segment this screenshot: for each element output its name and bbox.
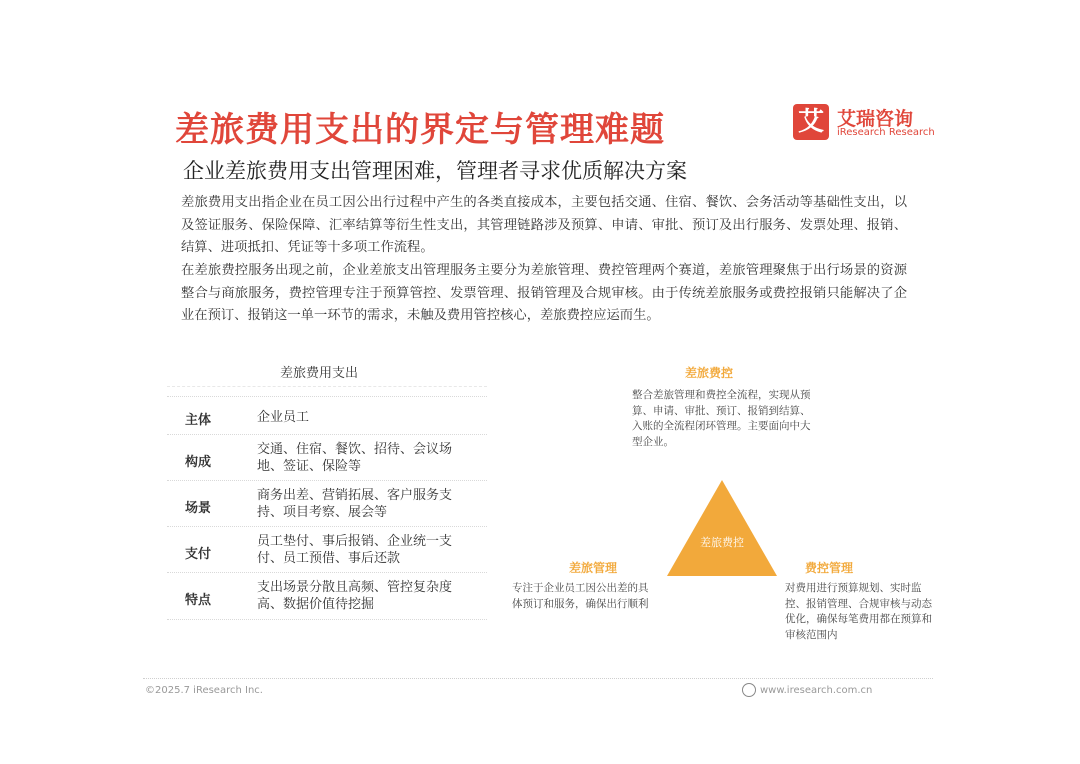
- table-row: [167, 434, 487, 481]
- left-label: 差旅管理: [569, 561, 618, 575]
- top-label: 差旅费控: [685, 366, 734, 380]
- triangle-shape: [667, 480, 777, 576]
- row-value: 企业员工: [257, 410, 310, 425]
- logo-mark-icon: 艾: [793, 104, 829, 140]
- right-label: 费控管理: [805, 561, 854, 575]
- table-row: [167, 396, 487, 435]
- table-top-divider: [167, 386, 487, 387]
- footer-website: [742, 683, 872, 697]
- row-value: 员工垫付、事后报销、企业统一支付、员工预借、事后还款: [257, 534, 453, 566]
- table-row: [167, 480, 487, 527]
- slide: [105, 52, 975, 716]
- row-value: 支出场景分散且高频、管控复杂度高、数据价值待挖掘: [257, 580, 453, 612]
- table-row: [167, 572, 487, 620]
- left-description: 专注于企业员工因公出差的具体预订和服务，确保出行顺利: [512, 582, 649, 610]
- row-key: 主体: [184, 413, 211, 428]
- page-subtitle: 企业差旅费用支出管理困难，管理者寻求优质解决方案: [183, 159, 687, 183]
- triangle-label: 差旅费控: [700, 536, 744, 549]
- table-title: 差旅费用支出: [280, 366, 359, 381]
- right-description: 对费用进行预算规划、实时监控、报销管理、合规审核与动态优化，确保每笔费用都在预算和审核范围内: [785, 582, 932, 641]
- background-paragraph: 在差旅费控服务出现之前，企业差旅支出管理服务主要分为差旅管理、费控管理两个赛道，差旅管理聚焦于出行场景的资源整合与商旅服务，费控管理专注于预算管控、发票管理、报销管理及合规审核。由于传统差旅服务或费控报销只能解决了企业在预订、报销这一单一环节的需求，未触及费用管控核心，差旅费控应运而生。: [181, 263, 907, 323]
- footer-divider: [143, 678, 933, 679]
- row-value: 商务出差、营销拓展、客户服务支持、项目考察、展会等: [257, 488, 453, 520]
- row-value: 交通、住宿、餐饮、招待、会议场地、签证、保险等: [257, 442, 453, 474]
- intro-paragraph: 差旅费用支出指企业在员工因公出行过程中产生的各类直接成本，主要包括交通、住宿、餐饮、会务活动等基础性支出，以及签证服务、保险保障、汇率结算等衍生性支出，其管理链路涉及预算、申请、审批、预订及出行服务、发票处理、报销、结算、进项抵扣、凭证等十多项工作流程。: [181, 195, 907, 255]
- row-key: 特点: [184, 593, 211, 608]
- logo-name: 艾瑞咨询: [837, 108, 914, 130]
- footer-copyright: ©2025.7 iResearch Inc.: [145, 685, 263, 696]
- row-key: 场景: [184, 501, 211, 516]
- triangle-diagram: [667, 480, 777, 576]
- globe-icon: [742, 683, 756, 697]
- row-key: 支付: [184, 547, 211, 562]
- top-description: 整合差旅管理和费控全流程，实现从预算、申请、审批、预订、报销到结算、入账的全流程闭环管理。主要面向中大型企业。: [632, 389, 811, 448]
- table-row: [167, 526, 487, 573]
- footer-url: www.iresearch.com.cn: [760, 685, 873, 696]
- logo-english: iResearch Research: [837, 127, 935, 138]
- row-key: 构成: [184, 455, 211, 470]
- page-title: 差旅费用支出的界定与管理难题: [175, 110, 665, 150]
